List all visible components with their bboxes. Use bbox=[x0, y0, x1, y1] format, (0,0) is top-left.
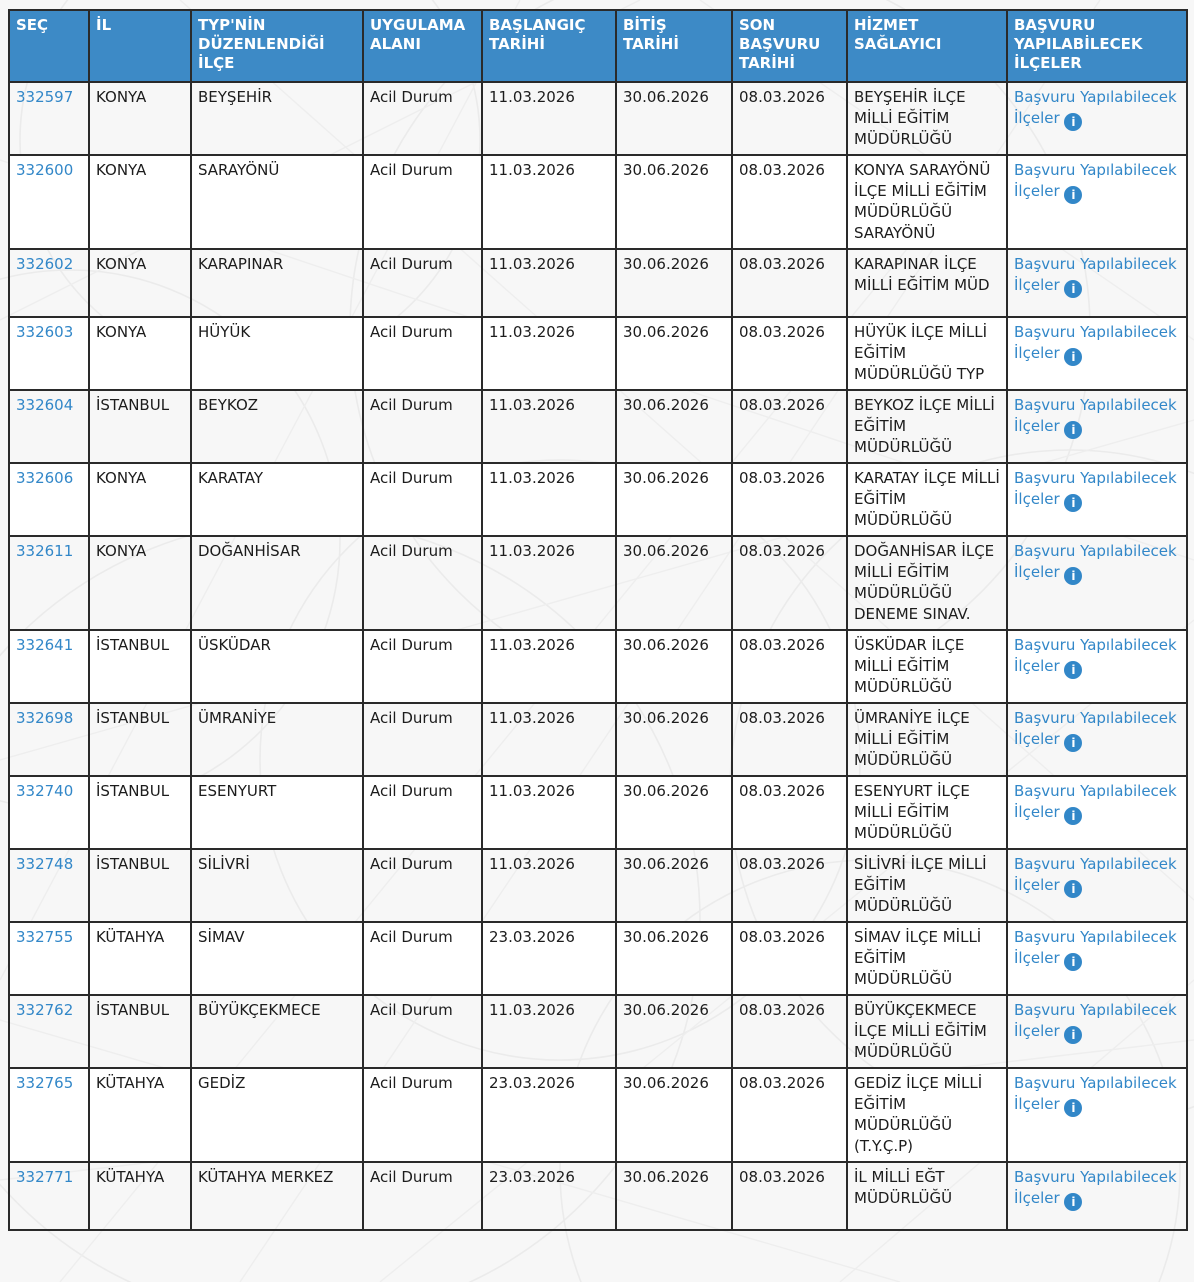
cell-hizmet-saglayici: ÜMRANİYE İLÇE MİLLİ EĞİTİM MÜDÜRLÜĞÜ bbox=[847, 703, 1007, 776]
cell-basvuru-ilceler bbox=[1007, 155, 1187, 249]
cell-uygulama-alani: Acil Durum bbox=[363, 1068, 482, 1162]
basvuru-link-label: Başvuru Yapılabilecek İlçeler bbox=[1014, 396, 1177, 435]
cell-baslangic-tarihi: 11.03.2026 bbox=[482, 82, 616, 155]
table-row bbox=[9, 1068, 1187, 1162]
table-row bbox=[9, 317, 1187, 390]
cell-sec bbox=[9, 630, 89, 703]
cell-son-basvuru-tarihi: 08.03.2026 bbox=[732, 390, 847, 463]
cell-hizmet-saglayici: DOĞANHİSAR İLÇE MİLLİ EĞİTİM MÜDÜRLÜĞÜ DENEME SINAV. bbox=[847, 536, 1007, 630]
cell-uygulama-alani: Acil Durum bbox=[363, 849, 482, 922]
basvuru-yapilabilecek-ilceler-link[interactable] bbox=[1014, 396, 1177, 435]
cell-sec bbox=[9, 463, 89, 536]
cell-sec bbox=[9, 390, 89, 463]
basvuru-yapilabilecek-ilceler-link[interactable] bbox=[1014, 323, 1177, 362]
typ-id-link[interactable]: 332606 bbox=[16, 469, 74, 487]
cell-il: İSTANBUL bbox=[89, 703, 191, 776]
cell-ilce: BÜYÜKÇEKMECE bbox=[191, 995, 363, 1068]
cell-son-basvuru-tarihi: 08.03.2026 bbox=[732, 463, 847, 536]
info-icon[interactable]: i bbox=[1064, 494, 1082, 512]
cell-basvuru-ilceler bbox=[1007, 1068, 1187, 1162]
cell-sec bbox=[9, 703, 89, 776]
cell-son-basvuru-tarihi: 08.03.2026 bbox=[732, 703, 847, 776]
col-header-bitis-tarihi: BİTİŞ TARİHİ bbox=[616, 10, 732, 82]
cell-son-basvuru-tarihi: 08.03.2026 bbox=[732, 630, 847, 703]
cell-il: İSTANBUL bbox=[89, 849, 191, 922]
cell-basvuru-ilceler bbox=[1007, 463, 1187, 536]
basvuru-yapilabilecek-ilceler-link[interactable] bbox=[1014, 709, 1177, 748]
cell-bitis-tarihi: 30.06.2026 bbox=[616, 1162, 732, 1230]
cell-hizmet-saglayici: KARATAY İLÇE MİLLİ EĞİTİM MÜDÜRLÜĞÜ bbox=[847, 463, 1007, 536]
cell-basvuru-ilceler bbox=[1007, 849, 1187, 922]
basvuru-link-label: Başvuru Yapılabilecek İlçeler bbox=[1014, 255, 1177, 294]
cell-son-basvuru-tarihi: 08.03.2026 bbox=[732, 1068, 847, 1162]
cell-il: İSTANBUL bbox=[89, 630, 191, 703]
info-icon[interactable]: i bbox=[1064, 113, 1082, 131]
col-header-uygulama-alani: UYGULAMA ALANI bbox=[363, 10, 482, 82]
info-icon[interactable]: i bbox=[1064, 348, 1082, 366]
cell-il: İSTANBUL bbox=[89, 995, 191, 1068]
cell-baslangic-tarihi: 11.03.2026 bbox=[482, 463, 616, 536]
table-row bbox=[9, 995, 1187, 1068]
cell-sec bbox=[9, 249, 89, 317]
cell-son-basvuru-tarihi: 08.03.2026 bbox=[732, 249, 847, 317]
cell-basvuru-ilceler bbox=[1007, 630, 1187, 703]
cell-bitis-tarihi: 30.06.2026 bbox=[616, 849, 732, 922]
typ-id-link[interactable]: 332740 bbox=[16, 782, 74, 800]
cell-bitis-tarihi: 30.06.2026 bbox=[616, 463, 732, 536]
cell-uygulama-alani: Acil Durum bbox=[363, 703, 482, 776]
cell-ilce: ÜSKÜDAR bbox=[191, 630, 363, 703]
typ-id-link[interactable]: 332641 bbox=[16, 636, 74, 654]
cell-ilce: SİMAV bbox=[191, 922, 363, 995]
cell-il: İSTANBUL bbox=[89, 776, 191, 849]
cell-bitis-tarihi: 30.06.2026 bbox=[616, 995, 732, 1068]
cell-bitis-tarihi: 30.06.2026 bbox=[616, 155, 732, 249]
cell-il: KÜTAHYA bbox=[89, 1162, 191, 1230]
cell-il: KÜTAHYA bbox=[89, 1068, 191, 1162]
cell-uygulama-alani: Acil Durum bbox=[363, 776, 482, 849]
cell-sec bbox=[9, 536, 89, 630]
header-row bbox=[9, 10, 1187, 82]
cell-son-basvuru-tarihi: 08.03.2026 bbox=[732, 317, 847, 390]
basvuru-yapilabilecek-ilceler-link[interactable] bbox=[1014, 855, 1177, 894]
cell-ilce: GEDİZ bbox=[191, 1068, 363, 1162]
info-icon[interactable]: i bbox=[1064, 567, 1082, 585]
cell-bitis-tarihi: 30.06.2026 bbox=[616, 776, 732, 849]
cell-sec bbox=[9, 1162, 89, 1230]
cell-baslangic-tarihi: 11.03.2026 bbox=[482, 703, 616, 776]
cell-uygulama-alani: Acil Durum bbox=[363, 317, 482, 390]
cell-ilce: DOĞANHİSAR bbox=[191, 536, 363, 630]
cell-bitis-tarihi: 30.06.2026 bbox=[616, 317, 732, 390]
info-icon[interactable]: i bbox=[1064, 421, 1082, 439]
cell-baslangic-tarihi: 23.03.2026 bbox=[482, 922, 616, 995]
cell-bitis-tarihi: 30.06.2026 bbox=[616, 249, 732, 317]
cell-ilce: ESENYURT bbox=[191, 776, 363, 849]
col-header-hizmet-saglayici: HİZMET SAĞLAYICI bbox=[847, 10, 1007, 82]
cell-il: KONYA bbox=[89, 536, 191, 630]
col-header-sec: SEÇ bbox=[9, 10, 89, 82]
cell-uygulama-alani: Acil Durum bbox=[363, 922, 482, 995]
table-header bbox=[9, 10, 1187, 82]
basvuru-yapilabilecek-ilceler-link[interactable] bbox=[1014, 88, 1177, 127]
typ-listing-table bbox=[8, 9, 1188, 1231]
cell-basvuru-ilceler bbox=[1007, 390, 1187, 463]
basvuru-link-label: Başvuru Yapılabilecek İlçeler bbox=[1014, 469, 1177, 508]
info-icon[interactable]: i bbox=[1064, 186, 1082, 204]
cell-basvuru-ilceler bbox=[1007, 922, 1187, 995]
cell-basvuru-ilceler bbox=[1007, 536, 1187, 630]
cell-hizmet-saglayici: HÜYÜK İLÇE MİLLİ EĞİTİM MÜDÜRLÜĞÜ TYP bbox=[847, 317, 1007, 390]
cell-son-basvuru-tarihi: 08.03.2026 bbox=[732, 922, 847, 995]
table-body bbox=[9, 82, 1187, 1230]
cell-hizmet-saglayici: ÜSKÜDAR İLÇE MİLLİ EĞİTİM MÜDÜRLÜĞÜ bbox=[847, 630, 1007, 703]
typ-id-link[interactable]: 332748 bbox=[16, 855, 74, 873]
cell-uygulama-alani: Acil Durum bbox=[363, 155, 482, 249]
col-header-son-basvuru-tarihi: SON BAŞVURU TARİHİ bbox=[732, 10, 847, 82]
cell-uygulama-alani: Acil Durum bbox=[363, 995, 482, 1068]
cell-ilce: BEYKOZ bbox=[191, 390, 363, 463]
basvuru-yapilabilecek-ilceler-link[interactable] bbox=[1014, 782, 1177, 821]
cell-son-basvuru-tarihi: 08.03.2026 bbox=[732, 82, 847, 155]
cell-bitis-tarihi: 30.06.2026 bbox=[616, 630, 732, 703]
cell-ilce: SARAYÖNÜ bbox=[191, 155, 363, 249]
basvuru-link-label: Başvuru Yapılabilecek İlçeler bbox=[1014, 928, 1177, 967]
cell-hizmet-saglayici: BÜYÜKÇEKMECE İLÇE MİLLİ EĞİTİM MÜDÜRLÜĞÜ bbox=[847, 995, 1007, 1068]
info-icon[interactable]: i bbox=[1064, 734, 1082, 752]
basvuru-yapilabilecek-ilceler-link[interactable] bbox=[1014, 1074, 1177, 1113]
cell-son-basvuru-tarihi: 08.03.2026 bbox=[732, 849, 847, 922]
basvuru-yapilabilecek-ilceler-link[interactable] bbox=[1014, 542, 1177, 581]
typ-id-link[interactable]: 332597 bbox=[16, 88, 74, 106]
table-row bbox=[9, 390, 1187, 463]
info-icon[interactable]: i bbox=[1064, 880, 1082, 898]
basvuru-yapilabilecek-ilceler-link[interactable] bbox=[1014, 1001, 1177, 1040]
basvuru-link-label: Başvuru Yapılabilecek İlçeler bbox=[1014, 88, 1177, 127]
cell-uygulama-alani: Acil Durum bbox=[363, 463, 482, 536]
cell-hizmet-saglayici: ESENYURT İLÇE MİLLİ EĞİTİM MÜDÜRLÜĞÜ bbox=[847, 776, 1007, 849]
cell-uygulama-alani: Acil Durum bbox=[363, 82, 482, 155]
table-row bbox=[9, 849, 1187, 922]
cell-il: KONYA bbox=[89, 155, 191, 249]
typ-id-link[interactable]: 332600 bbox=[16, 161, 74, 179]
cell-il: KÜTAHYA bbox=[89, 922, 191, 995]
cell-hizmet-saglayici: GEDİZ İLÇE MİLLİ EĞİTİM MÜDÜRLÜĞÜ (T.Y.Ç.P) bbox=[847, 1068, 1007, 1162]
cell-bitis-tarihi: 30.06.2026 bbox=[616, 922, 732, 995]
cell-hizmet-saglayici: İL MİLLİ EĞT MÜDÜRLÜĞÜ bbox=[847, 1162, 1007, 1230]
cell-hizmet-saglayici: BEYŞEHİR İLÇE MİLLİ EĞİTİM MÜDÜRLÜĞÜ bbox=[847, 82, 1007, 155]
basvuru-yapilabilecek-ilceler-link[interactable] bbox=[1014, 928, 1177, 967]
cell-ilce: ÜMRANİYE bbox=[191, 703, 363, 776]
cell-baslangic-tarihi: 23.03.2026 bbox=[482, 1162, 616, 1230]
cell-il: KONYA bbox=[89, 82, 191, 155]
basvuru-link-label: Başvuru Yapılabilecek İlçeler bbox=[1014, 323, 1177, 362]
typ-id-link[interactable]: 332762 bbox=[16, 1001, 74, 1019]
cell-sec bbox=[9, 849, 89, 922]
typ-id-link[interactable]: 332765 bbox=[16, 1074, 74, 1092]
cell-son-basvuru-tarihi: 08.03.2026 bbox=[732, 1162, 847, 1230]
cell-basvuru-ilceler bbox=[1007, 1162, 1187, 1230]
cell-ilce: KÜTAHYA MERKEZ bbox=[191, 1162, 363, 1230]
basvuru-yapilabilecek-ilceler-link[interactable] bbox=[1014, 1168, 1177, 1207]
basvuru-link-label: Başvuru Yapılabilecek İlçeler bbox=[1014, 636, 1177, 675]
info-icon[interactable]: i bbox=[1064, 1099, 1082, 1117]
cell-uygulama-alani: Acil Durum bbox=[363, 249, 482, 317]
cell-ilce: KARATAY bbox=[191, 463, 363, 536]
cell-baslangic-tarihi: 11.03.2026 bbox=[482, 995, 616, 1068]
table-row bbox=[9, 703, 1187, 776]
cell-baslangic-tarihi: 11.03.2026 bbox=[482, 849, 616, 922]
cell-sec bbox=[9, 922, 89, 995]
basvuru-link-label: Başvuru Yapılabilecek İlçeler bbox=[1014, 542, 1177, 581]
basvuru-yapilabilecek-ilceler-link[interactable] bbox=[1014, 469, 1177, 508]
basvuru-link-label: Başvuru Yapılabilecek İlçeler bbox=[1014, 709, 1177, 748]
cell-baslangic-tarihi: 11.03.2026 bbox=[482, 536, 616, 630]
typ-id-link[interactable]: 332698 bbox=[16, 709, 74, 727]
info-icon[interactable]: i bbox=[1064, 807, 1082, 825]
basvuru-yapilabilecek-ilceler-link[interactable] bbox=[1014, 161, 1177, 200]
basvuru-link-label: Başvuru Yapılabilecek İlçeler bbox=[1014, 1001, 1177, 1040]
cell-basvuru-ilceler bbox=[1007, 995, 1187, 1068]
cell-bitis-tarihi: 30.06.2026 bbox=[616, 390, 732, 463]
cell-bitis-tarihi: 30.06.2026 bbox=[616, 703, 732, 776]
cell-hizmet-saglayici: KARAPINAR İLÇE MİLLİ EĞİTİM MÜD bbox=[847, 249, 1007, 317]
cell-uygulama-alani: Acil Durum bbox=[363, 1162, 482, 1230]
cell-hizmet-saglayici: KONYA SARAYÖNÜ İLÇE MİLLİ EĞİTİM MÜDÜRLÜĞÜ SARAYÖNÜ bbox=[847, 155, 1007, 249]
cell-sec bbox=[9, 1068, 89, 1162]
col-header-baslangic-tarihi: BAŞLANGIÇ TARİHİ bbox=[482, 10, 616, 82]
col-header-il: İL bbox=[89, 10, 191, 82]
cell-sec bbox=[9, 155, 89, 249]
cell-baslangic-tarihi: 11.03.2026 bbox=[482, 155, 616, 249]
basvuru-link-label: Başvuru Yapılabilecek İlçeler bbox=[1014, 855, 1177, 894]
cell-basvuru-ilceler bbox=[1007, 703, 1187, 776]
cell-bitis-tarihi: 30.06.2026 bbox=[616, 536, 732, 630]
table-row bbox=[9, 155, 1187, 249]
info-icon[interactable]: i bbox=[1064, 280, 1082, 298]
basvuru-link-label: Başvuru Yapılabilecek İlçeler bbox=[1014, 161, 1177, 200]
cell-bitis-tarihi: 30.06.2026 bbox=[616, 1068, 732, 1162]
cell-son-basvuru-tarihi: 08.03.2026 bbox=[732, 536, 847, 630]
cell-ilce: BEYŞEHİR bbox=[191, 82, 363, 155]
table-row bbox=[9, 463, 1187, 536]
cell-ilce: HÜYÜK bbox=[191, 317, 363, 390]
info-icon[interactable]: i bbox=[1064, 1193, 1082, 1211]
typ-id-link[interactable]: 332771 bbox=[16, 1168, 74, 1186]
basvuru-yapilabilecek-ilceler-link[interactable] bbox=[1014, 636, 1177, 675]
col-header-ilce: TYP'NİN DÜZENLENDİĞİ İLÇE bbox=[191, 10, 363, 82]
cell-son-basvuru-tarihi: 08.03.2026 bbox=[732, 776, 847, 849]
cell-basvuru-ilceler bbox=[1007, 776, 1187, 849]
table-row bbox=[9, 536, 1187, 630]
cell-uygulama-alani: Acil Durum bbox=[363, 390, 482, 463]
cell-ilce: SİLİVRİ bbox=[191, 849, 363, 922]
table-row bbox=[9, 630, 1187, 703]
cell-il: KONYA bbox=[89, 249, 191, 317]
table-row bbox=[9, 922, 1187, 995]
typ-id-link[interactable]: 332755 bbox=[16, 928, 74, 946]
table-row bbox=[9, 249, 1187, 317]
cell-bitis-tarihi: 30.06.2026 bbox=[616, 82, 732, 155]
table-row bbox=[9, 776, 1187, 849]
cell-basvuru-ilceler bbox=[1007, 82, 1187, 155]
cell-uygulama-alani: Acil Durum bbox=[363, 630, 482, 703]
cell-son-basvuru-tarihi: 08.03.2026 bbox=[732, 995, 847, 1068]
cell-basvuru-ilceler bbox=[1007, 249, 1187, 317]
cell-il: KONYA bbox=[89, 463, 191, 536]
typ-id-link[interactable]: 332604 bbox=[16, 396, 74, 414]
basvuru-link-label: Başvuru Yapılabilecek İlçeler bbox=[1014, 1168, 1177, 1207]
cell-sec bbox=[9, 776, 89, 849]
basvuru-link-label: Başvuru Yapılabilecek İlçeler bbox=[1014, 782, 1177, 821]
cell-baslangic-tarihi: 11.03.2026 bbox=[482, 776, 616, 849]
basvuru-yapilabilecek-ilceler-link[interactable] bbox=[1014, 255, 1177, 294]
cell-uygulama-alani: Acil Durum bbox=[363, 536, 482, 630]
cell-basvuru-ilceler bbox=[1007, 317, 1187, 390]
cell-il: KONYA bbox=[89, 317, 191, 390]
cell-il: İSTANBUL bbox=[89, 390, 191, 463]
basvuru-link-label: Başvuru Yapılabilecek İlçeler bbox=[1014, 1074, 1177, 1113]
cell-baslangic-tarihi: 11.03.2026 bbox=[482, 249, 616, 317]
cell-baslangic-tarihi: 11.03.2026 bbox=[482, 630, 616, 703]
typ-id-link[interactable]: 332602 bbox=[16, 255, 74, 273]
table-row bbox=[9, 82, 1187, 155]
info-icon[interactable]: i bbox=[1064, 953, 1082, 971]
cell-hizmet-saglayici: BEYKOZ İLÇE MİLLİ EĞİTİM MÜDÜRLÜĞÜ bbox=[847, 390, 1007, 463]
typ-id-link[interactable]: 332611 bbox=[16, 542, 74, 560]
info-icon[interactable]: i bbox=[1064, 1026, 1082, 1044]
cell-baslangic-tarihi: 11.03.2026 bbox=[482, 390, 616, 463]
cell-son-basvuru-tarihi: 08.03.2026 bbox=[732, 155, 847, 249]
cell-sec bbox=[9, 317, 89, 390]
col-header-basvuru-ilceler: BAŞVURU YAPILABİLECEK İLÇELER bbox=[1007, 10, 1187, 82]
cell-hizmet-saglayici: SİMAV İLÇE MİLLİ EĞİTİM MÜDÜRLÜĞÜ bbox=[847, 922, 1007, 995]
cell-sec bbox=[9, 82, 89, 155]
typ-id-link[interactable]: 332603 bbox=[16, 323, 74, 341]
cell-baslangic-tarihi: 23.03.2026 bbox=[482, 1068, 616, 1162]
cell-sec bbox=[9, 995, 89, 1068]
cell-hizmet-saglayici: SİLİVRİ İLÇE MİLLİ EĞİTİM MÜDÜRLÜĞÜ bbox=[847, 849, 1007, 922]
cell-baslangic-tarihi: 11.03.2026 bbox=[482, 317, 616, 390]
cell-ilce: KARAPINAR bbox=[191, 249, 363, 317]
table-row bbox=[9, 1162, 1187, 1230]
info-icon[interactable]: i bbox=[1064, 661, 1082, 679]
